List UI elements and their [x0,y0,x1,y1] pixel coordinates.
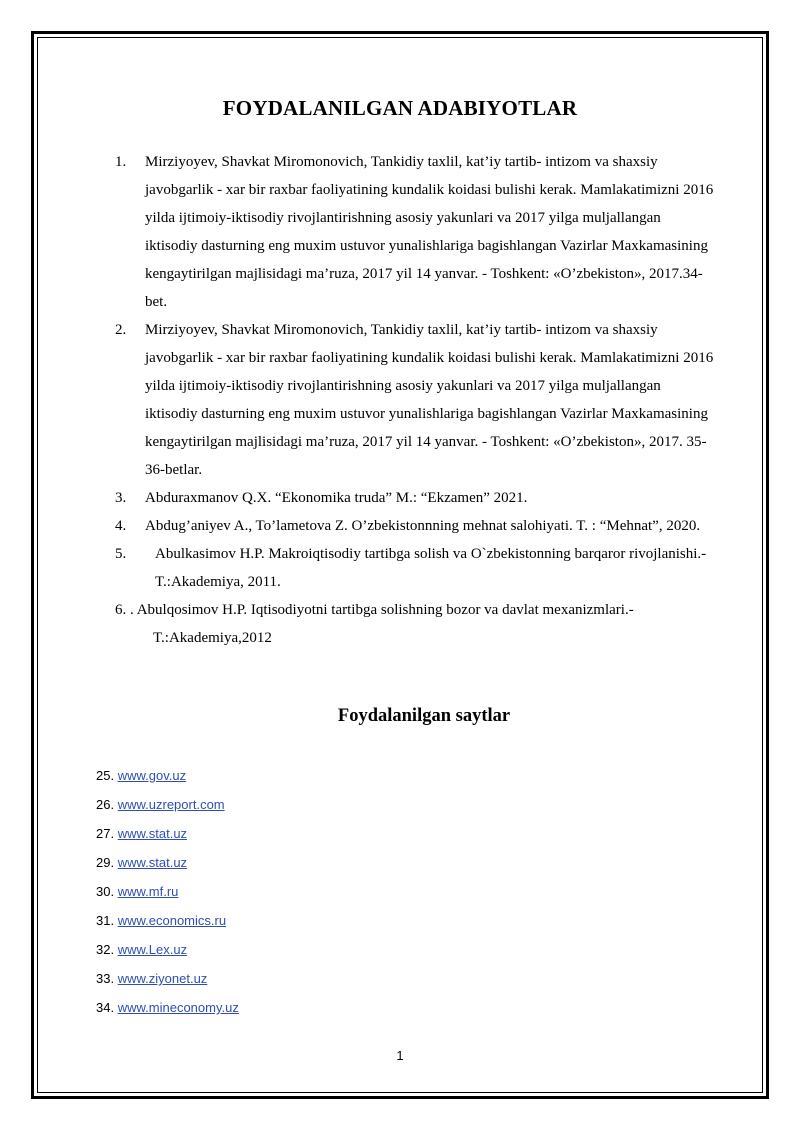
reference-item [115,512,715,540]
site-number: 30. [96,884,115,899]
site-link[interactable]: www.uzreport.com [117,797,225,812]
site-number: 26. [96,797,115,812]
reference-number: 4. [115,518,127,534]
site-link[interactable]: www.mf.ru [117,884,179,899]
site-link[interactable]: www.stat.uz [117,826,188,841]
site-link[interactable]: www.ziyonet.uz [117,971,208,986]
reference-number: 6. . [115,602,134,618]
page-number: 1 [396,1048,404,1063]
reference-text: Abduraxmanov Q.X. “Ekonomika truda” M.: “Ekzamen” 2021. [145,490,528,506]
site-item [96,853,239,882]
site-number: 32. [96,942,115,957]
site-item [96,969,239,998]
site-number: 34. [96,1000,115,1015]
reference-item [115,540,715,596]
reference-number: 5. [115,546,127,562]
site-item [96,824,239,853]
reference-text: Mirziyoyev, Shavkat Miromonovich, Tankidiy taxlil, kat’iy tartib- intizom va shaxsiy javobgarlik - xar bir raxbar faoliyatining kundalik koidasi bulishi kerak. Mamlakatimizni 2016 yilda ijtimoiy-iktisodiy rivojlantirishning asosiy yakunlari va 2017 yilga muljallangan iktisodiy dasturning eng muxim ustuvor yunalishlariga bagishlangan Vazirlar Maxkamasining kengaytirilgan majlisidagi ma’ruza, 2017 yil 14 yanvar. - Toshkent: «O’zbekiston», 2017. 35-36-betlar. [145,322,714,478]
reference-item [115,596,715,652]
site-number: 25. [96,768,115,783]
site-link[interactable]: www.Lex.uz [117,942,188,957]
references-list [115,148,715,652]
site-number: 31. [96,913,115,928]
site-item [96,882,239,911]
site-number: 27. [96,826,115,841]
site-link[interactable]: www.stat.uz [117,855,188,870]
site-item [96,998,239,1027]
site-item [96,766,239,795]
site-link[interactable]: www.mineconomy.uz [117,1000,239,1015]
reference-number: 1. [115,154,127,170]
reference-item [115,484,715,512]
reference-item [115,148,715,316]
site-number: 33. [96,971,115,986]
sites-title: Foydalanilgan saytlar [337,706,511,726]
page-title: FOYDALANILGAN ADABIYOTLAR [222,96,578,120]
reference-text: Abulkasimov H.P. Makroiqtisodiy tartibga solish va O`zbekistonning barqaror rivojlanishi.- T.:Akademiya, 2011. [155,546,707,590]
reference-text: Abdug’aniyev A., To’lametova Z. O’zbekistonnning mehnat salohiyati. T. : “Mehnat”, 2020. [145,518,701,534]
reference-text: Mirziyoyev, Shavkat Miromonovich, Tankidiy taxlil, kat’iy tartib- intizom va shaxsiy javobgarlik - xar bir raxbar faoliyatining kundalik koidasi bulishi kerak. Mamlakatimizni 2016 yilda ijtimoiy-iktisodiy rivojlantirishning asosiy yakunlari va 2017 yilga muljallangan iktisodiy dasturning eng muxim ustuvor yunalishlariga bagishlangan Vazirlar Maxkamasining kengaytirilgan majlisidagi ma’ruza, 2017 yil 14 yanvar. - Toshkent: «O’zbekiston», 2017.34-bet. [145,154,714,310]
site-link[interactable]: www.gov.uz [117,768,187,783]
site-item [96,940,239,969]
reference-item [115,316,715,484]
reference-text: Abulqosimov H.P. Iqtisodiyotni tartibga solishning bozor va davlat mexanizmlari.- T.:Akademiya,2012 [136,602,634,646]
reference-number: 3. [115,490,127,506]
site-number: 29. [96,855,115,870]
site-item [96,911,239,940]
sites-list [96,766,239,1027]
reference-number: 2. [115,322,127,338]
site-item [96,795,239,824]
site-link[interactable]: www.economics.ru [117,913,227,928]
